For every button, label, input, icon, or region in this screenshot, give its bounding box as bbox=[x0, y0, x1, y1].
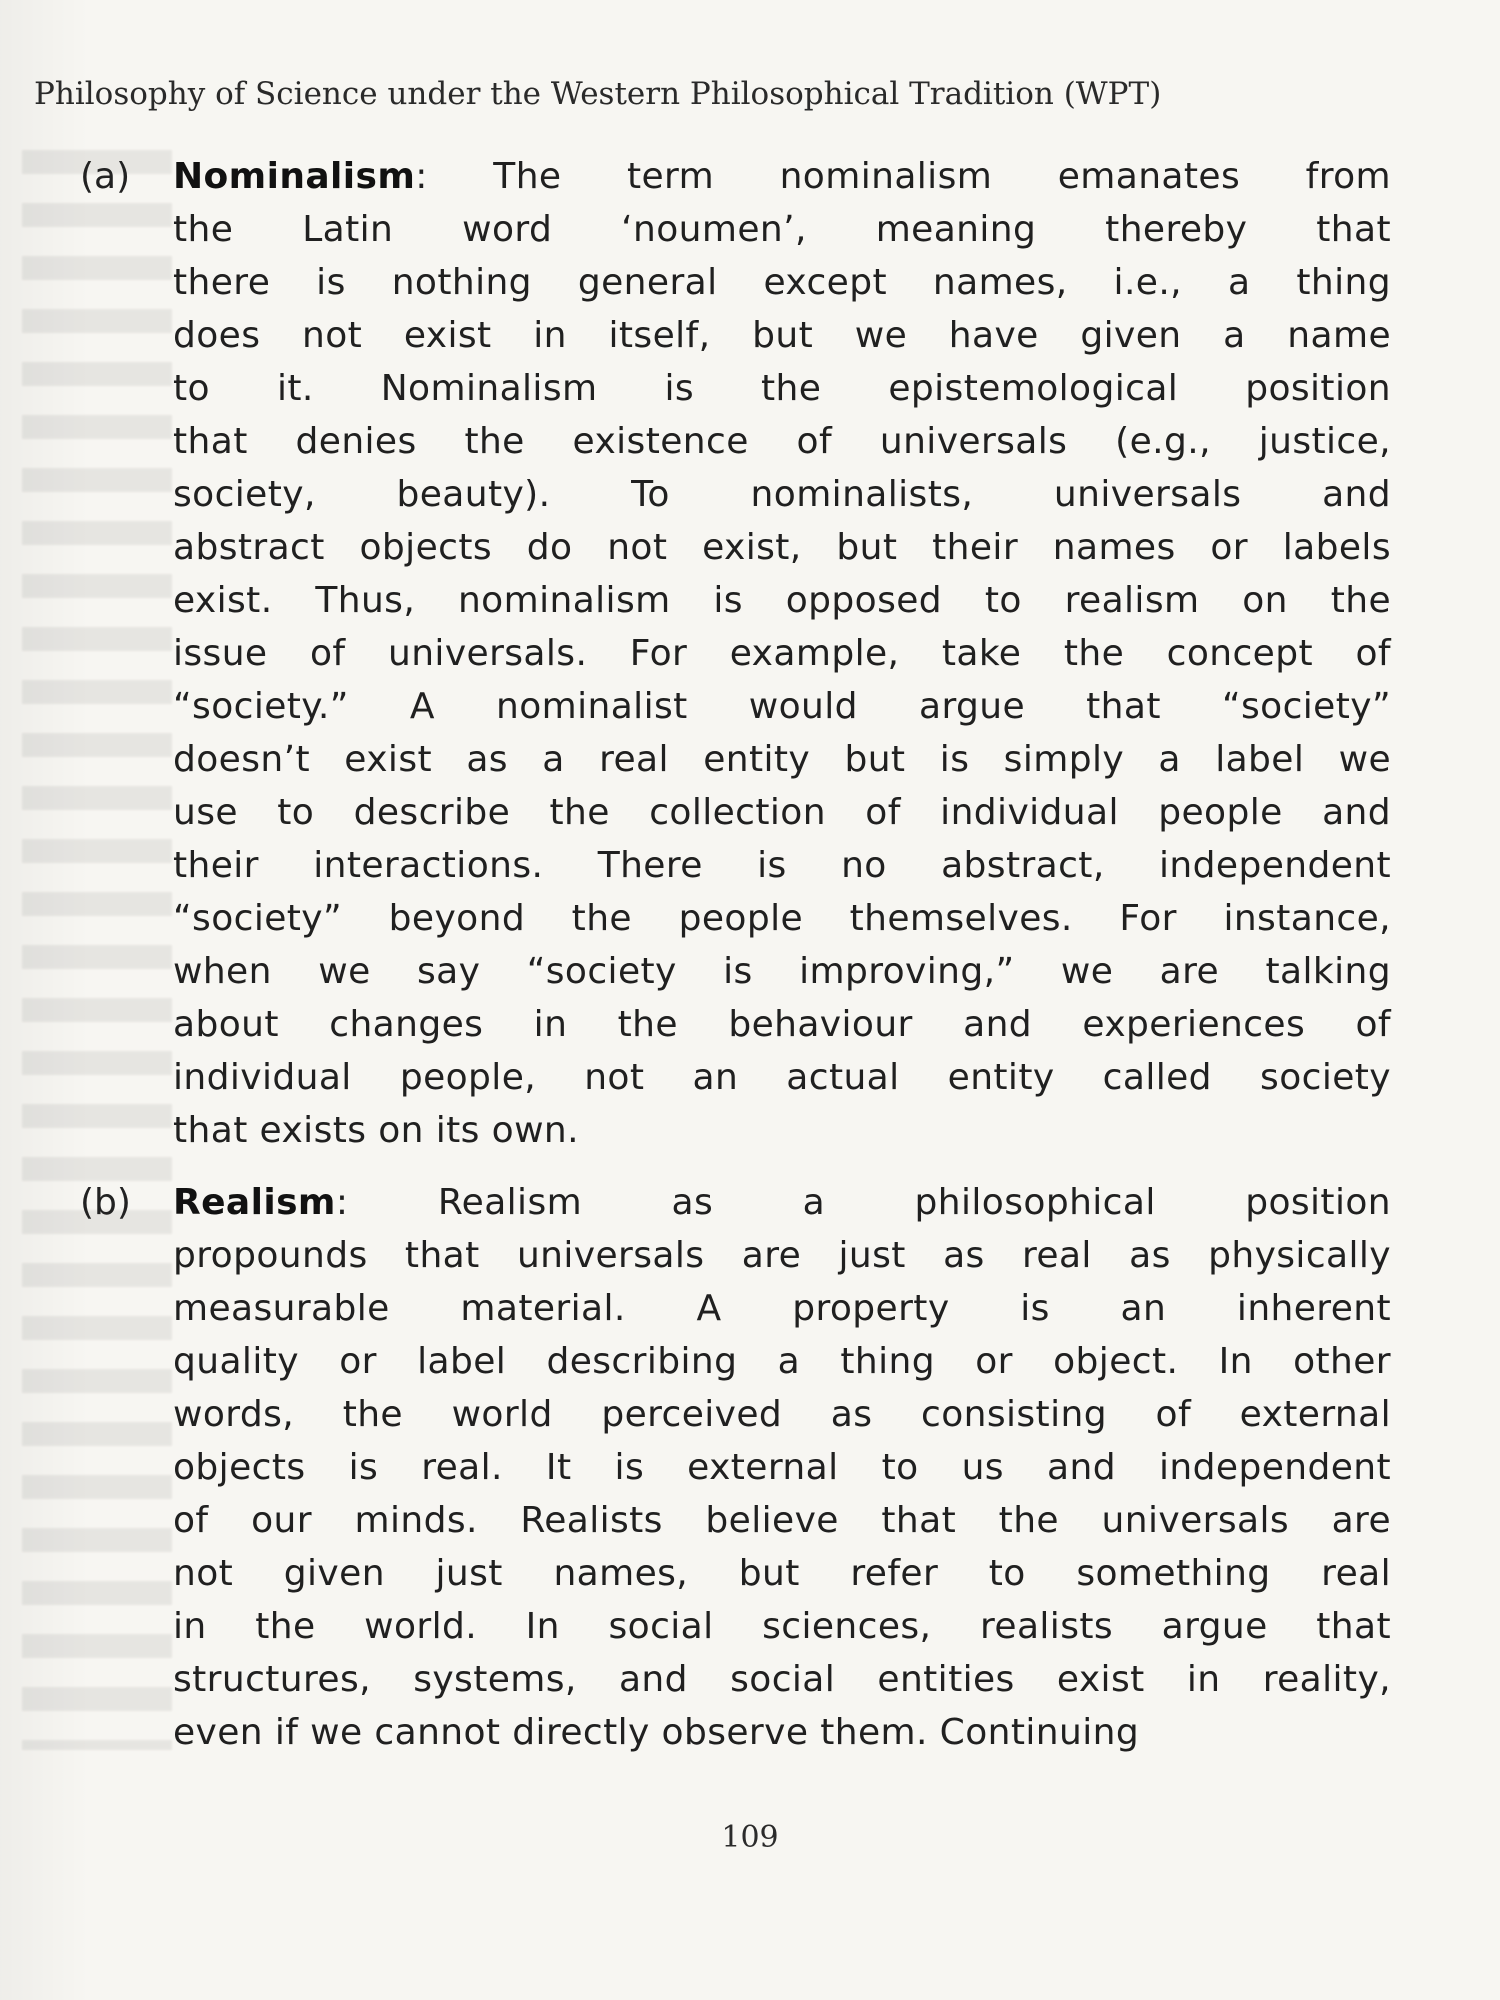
text-line: society, beauty). To nominalists, universals and bbox=[173, 474, 1391, 515]
text-line: of our minds. Realists believe that the universals are bbox=[173, 1500, 1391, 1541]
text-line: that exists on its own. bbox=[173, 1110, 579, 1151]
text-line: doesn’t exist as a real entity but is simply a label we bbox=[173, 739, 1391, 780]
text-line bbox=[173, 1176, 1391, 1229]
text-line: abstract objects do not exist, but their names or labels bbox=[173, 527, 1391, 568]
page-number: 109 bbox=[721, 1820, 779, 1855]
text-line bbox=[173, 150, 1391, 203]
text-line: even if we cannot directly observe them. Continuing bbox=[173, 1712, 1140, 1753]
text-line: issue of universals. For example, take the concept of bbox=[173, 633, 1391, 674]
text-line: individual people, not an actual entity called society bbox=[173, 1057, 1391, 1098]
text-line: does not exist in itself, but we have given a name bbox=[173, 315, 1391, 356]
entry-marker: (a) bbox=[80, 156, 131, 197]
text-line: quality or label describing a thing or object. In other bbox=[173, 1341, 1391, 1382]
entry-term: Nominalism bbox=[173, 156, 416, 197]
text-line: objects is real. It is external to us and independent bbox=[173, 1447, 1391, 1488]
text-line: their interactions. There is no abstract, independent bbox=[173, 845, 1391, 886]
entry-term: Realism bbox=[173, 1182, 336, 1223]
text-line: “society” beyond the people themselves. For instance, bbox=[173, 898, 1391, 939]
running-head: Philosophy of Science under the Western Philosophical Tradition (WPT) bbox=[34, 76, 1162, 112]
text-line: structures, systems, and social entities exist in reality, bbox=[173, 1659, 1391, 1700]
line-text: : The term nominalism emanates from bbox=[415, 156, 1391, 197]
text-line: measurable material. A property is an inherent bbox=[173, 1288, 1391, 1329]
text-line: that denies the existence of universals (e.g., justice, bbox=[173, 421, 1391, 462]
show-through-text bbox=[22, 150, 172, 1750]
entry-text bbox=[173, 1176, 1391, 1759]
text-line: about changes in the behaviour and experiences of bbox=[173, 1004, 1391, 1045]
text-line: there is nothing general except names, i.e., a thing bbox=[173, 262, 1391, 303]
text-line: exist. Thus, nominalism is opposed to realism on the bbox=[173, 580, 1391, 621]
text-line: the Latin word ‘noumen’, meaning thereby that bbox=[173, 209, 1391, 250]
line-text: : Realism as a philosophical position bbox=[335, 1182, 1391, 1223]
text-line: use to describe the collection of individual people and bbox=[173, 792, 1391, 833]
text-line: “society.” A nominalist would argue that “society” bbox=[173, 686, 1391, 727]
text-line: to it. Nominalism is the epistemological position bbox=[173, 368, 1391, 409]
text-line: in the world. In social sciences, realists argue that bbox=[173, 1606, 1391, 1647]
text-line: not given just names, but refer to something real bbox=[173, 1553, 1391, 1594]
entry-marker: (b) bbox=[80, 1182, 131, 1223]
text-line: propounds that universals are just as real as physically bbox=[173, 1235, 1391, 1276]
text-line: words, the world perceived as consisting of external bbox=[173, 1394, 1391, 1435]
text-line: when we say “society is improving,” we are talking bbox=[173, 951, 1391, 992]
entry-text bbox=[173, 150, 1391, 1157]
